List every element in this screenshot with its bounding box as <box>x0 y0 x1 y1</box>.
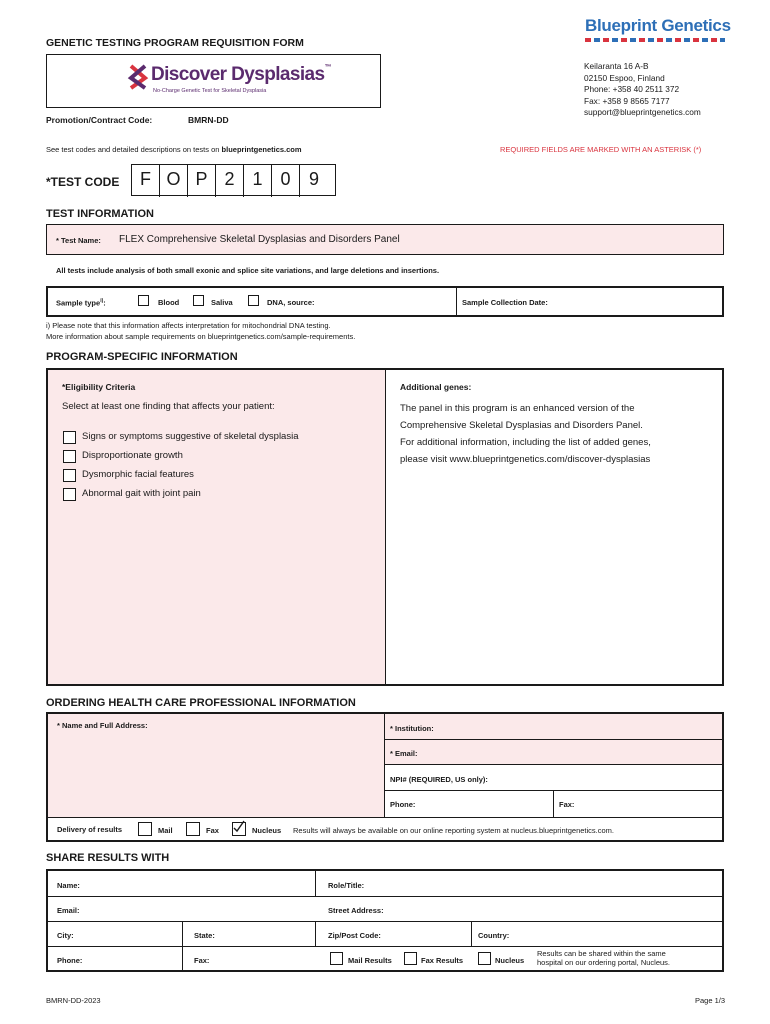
mail-results-checkbox[interactable] <box>330 952 343 965</box>
share-city-label: City: <box>57 931 74 940</box>
trademark-mark: ™ <box>324 64 331 71</box>
email-field[interactable] <box>385 740 722 765</box>
phone-label: Phone: <box>390 800 416 809</box>
share-zip-label: Zip/Post Code: <box>328 931 381 940</box>
email-label: * Email: <box>390 749 418 758</box>
share-street-label: Street Address: <box>328 906 384 915</box>
divider <box>48 896 722 897</box>
program-info-heading: PROGRAM-SPECIFIC INFORMATION <box>46 351 238 363</box>
program-logo-subtitle: No-Charge Genetic Test for Skeletal Dysplasia <box>153 88 267 94</box>
blood-label: Blood <box>158 298 180 307</box>
form-title: GENETIC TESTING PROGRAM REQUISITION FORM <box>46 37 304 49</box>
brand-logo <box>585 16 731 42</box>
institution-field[interactable] <box>385 714 722 740</box>
nucleus-share-note <box>537 950 670 967</box>
test-name-label: * Test Name: <box>56 236 101 245</box>
all-tests-note: All tests include analysis of both small exonic and splice site variations, and large deletions and insertions. <box>56 266 440 275</box>
test-code-char: F <box>132 165 160 197</box>
share-heading: SHARE RESULTS WITH <box>46 852 170 864</box>
fax-results-checkbox[interactable] <box>404 952 417 965</box>
nucleus-note-line: hospital on our ordering portal, Nucleus. <box>537 957 670 967</box>
additional-line: please visit www.blueprintgenetics.com/discover-dysplasias <box>400 454 651 465</box>
program-name: Discover Dysplasias <box>151 64 325 85</box>
dna-checkbox[interactable] <box>248 295 259 306</box>
promo-label: Promotion/Contract Code: <box>46 115 153 125</box>
promo-value: BMRN-DD <box>188 115 229 125</box>
test-code-char: 0 <box>272 165 300 197</box>
divider <box>182 921 183 970</box>
additional-line: For additional information, including the list of added genes, <box>400 437 651 448</box>
criteria-checkbox[interactable] <box>63 431 76 444</box>
share-role-label: Role/Title: <box>328 881 365 890</box>
see-codes-text: See test codes and detailed descriptions on tests on <box>46 145 222 154</box>
test-code-char: 2 <box>216 165 244 197</box>
brand-name: Blueprint Genetics <box>585 16 731 35</box>
program-info-box <box>46 368 724 686</box>
eligibility-instruction: Select at least one finding that affects your patient: <box>62 401 275 412</box>
test-name-field[interactable] <box>46 224 724 255</box>
fax-field[interactable] <box>554 791 722 817</box>
test-code-label: *TEST CODE <box>46 175 120 189</box>
dna-logo-icon <box>127 64 147 84</box>
eligibility-panel <box>48 370 386 684</box>
npi-field[interactable] <box>385 765 722 791</box>
divider <box>456 288 457 315</box>
nucleus-results-checkbox[interactable] <box>478 952 491 965</box>
blood-checkbox[interactable] <box>138 295 149 306</box>
address-line: Phone: +358 40 2511 372 <box>584 84 680 95</box>
ordering-heading: ORDERING HEALTH CARE PROFESSIONAL INFORMATION <box>46 697 356 709</box>
collection-date-label: Sample Collection Date: <box>462 298 548 307</box>
sample-type-label: Sample type$^{i)}$: <box>56 298 106 308</box>
saliva-label: Saliva <box>211 298 233 307</box>
program-logo-box <box>46 54 381 108</box>
dna-source-label: DNA, source: <box>267 298 315 307</box>
test-code-char: 1 <box>244 165 272 197</box>
mail-checkbox[interactable] <box>138 822 152 836</box>
nucleus-note-line: Results can be shared within the same <box>537 949 666 958</box>
test-code-field[interactable] <box>131 164 336 196</box>
fax-checkbox[interactable] <box>186 822 200 836</box>
mail-label: Mail <box>158 826 173 835</box>
sample-type-footnote-mark: i) <box>100 298 104 304</box>
test-code-char: 9 <box>308 169 319 189</box>
test-info-heading: TEST INFORMATION <box>46 208 154 220</box>
test-name-value: FLEX Comprehensive Skeletal Dysplasias and Disorders Panel <box>119 234 400 245</box>
support-email: support@blueprintgenetics.com <box>584 107 701 118</box>
divider <box>48 817 722 818</box>
criteria-label: Signs or symptoms suggestive of skeletal dysplasia <box>82 431 299 442</box>
footer-code: BMRN-DD-2023 <box>46 996 101 1005</box>
name-address-field[interactable] <box>48 714 385 817</box>
additional-genes-title: Additional genes: <box>400 382 472 392</box>
share-phone-label: Phone: <box>57 956 83 965</box>
share-box <box>46 869 724 972</box>
phone-field[interactable] <box>385 791 554 817</box>
required-note: REQUIRED FIELDS ARE MARKED WITH AN ASTERISK (*) <box>500 145 702 154</box>
divider <box>315 871 316 896</box>
sample-footnote-1: i) Please note that this information affects interpretation for mitochondrial DNA testing. <box>46 321 331 330</box>
address-line: Keilaranta 16 A-B <box>584 61 649 71</box>
fax-label: Fax: <box>559 800 575 809</box>
name-address-label: * Name and Full Address: <box>57 721 148 730</box>
address-line: 02150 Espoo, Finland <box>584 72 665 83</box>
program-logo-text <box>151 64 331 86</box>
criteria-label: Disproportionate growth <box>82 450 183 461</box>
share-fax-label: Fax: <box>194 956 210 965</box>
nucleus-checkbox[interactable] <box>232 822 246 836</box>
additional-line: Comprehensive Skeletal Dysplasias and Disorders Panel. <box>400 420 643 431</box>
nucleus-results-label: Nucleus <box>495 956 525 965</box>
share-state-label: State: <box>194 931 215 940</box>
share-email-label: Email: <box>57 906 80 915</box>
divider <box>471 921 472 946</box>
divider <box>315 921 316 946</box>
additional-genes-text <box>400 400 651 468</box>
criteria-checkbox[interactable] <box>63 450 76 463</box>
divider <box>48 921 722 922</box>
npi-label: NPI# (REQUIRED, US only): <box>390 775 488 784</box>
criteria-label: Abnormal gait with joint pain <box>82 488 201 499</box>
blueprint-link[interactable]: blueprintgenetics.com <box>221 145 302 154</box>
test-code-char: P <box>188 165 216 197</box>
sample-type-row <box>46 286 724 317</box>
sample-footnote-2: More information about sample requirements on blueprintgenetics.com/sample-requirements. <box>46 332 356 341</box>
saliva-checkbox[interactable] <box>193 295 204 306</box>
fax-delivery-label: Fax <box>206 826 219 835</box>
ordering-box <box>46 712 724 842</box>
see-codes-note <box>46 145 302 154</box>
eligibility-title: *Eligibility Criteria <box>62 382 136 392</box>
fax-results-label: Fax Results <box>421 956 464 965</box>
share-country-label: Country: <box>478 931 510 940</box>
delivery-note: Results will always be available on our online reporting system at nucleus.blueprintgenetics.com. <box>293 826 614 835</box>
criteria-checkbox[interactable] <box>63 488 76 501</box>
share-name-label: Name: <box>57 881 80 890</box>
mail-results-label: Mail Results <box>348 956 392 965</box>
divider <box>48 946 722 947</box>
institution-label: * Institution: <box>390 724 434 733</box>
test-code-char: O <box>160 165 188 197</box>
criteria-checkbox[interactable] <box>63 469 76 482</box>
nucleus-label: Nucleus <box>252 826 282 835</box>
sample-type-text: Sample type <box>56 298 101 308</box>
address-block <box>584 61 701 119</box>
brand-stripe <box>585 38 725 42</box>
criteria-label: Dysmorphic facial features <box>82 469 194 480</box>
delivery-label: Delivery of results <box>57 825 123 834</box>
address-line: Fax: +358 9 8565 7177 <box>584 95 670 106</box>
checkmark-icon <box>232 820 246 834</box>
additional-line: The panel in this program is an enhanced version of the <box>400 403 635 414</box>
page-number: Page 1/3 <box>695 996 726 1005</box>
